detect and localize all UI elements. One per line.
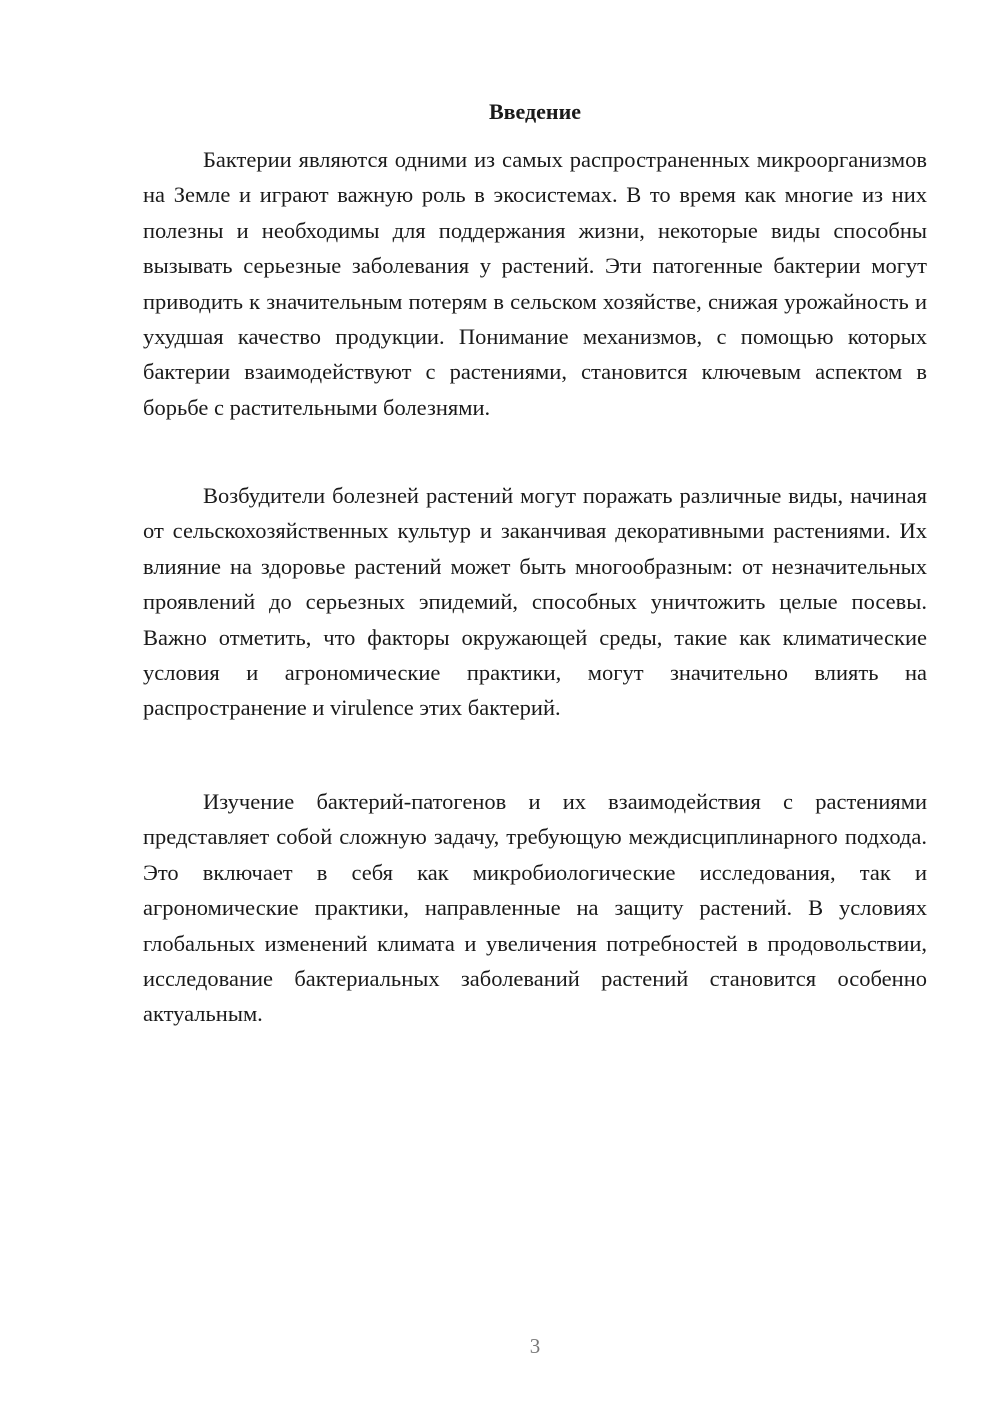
page-number: 3 [529, 1334, 541, 1358]
paragraph-2: Возбудители болезней растений могут поражать различные виды, начиная от сельскохозяйственных культур и заканчивая декоративными растениями. Их влияние на здоровье растений может быть многообразным: от незначительных проявлений до серьезных эпидемий, способных уничтожить целые посевы. Важно отметить, что факторы окружающей среды, такие как климатические условия и агрономические практики, могут значительно влиять на распространение и virulence этих бактерий. [143, 483, 927, 721]
paragraph-3: Изучение бактерий-патогенов и их взаимодействия с растениями представляет собой сложную задачу, требующую междисциплинарного подхода. Это включает в себя как микробиологические исследования, так и агрономические практики, направленные на защиту растений. В условиях глобальных изменений климата и увеличения потребностей в продовольствии, исследование бактериальных заболеваний растений становится особенно актуальным. [143, 789, 927, 1027]
paragraph-1: Бактерии являются одними из самых распространенных микроорганизмов на Земле и играют важную роль в экосистемах. В то время как многие из них полезны и необходимы для поддержания жизни, некоторые виды способны вызывать серьезные заболевания у растений. Эти патогенные бактерии могут приводить к значительным потерям в сельском хозяйстве, снижая урожайность и ухудшая качество продукции. Понимание механизмов, с помощью которых бактерии взаимодействуют с растениями, становится ключевым аспектом в борьбе с растительными болезнями. [143, 147, 927, 420]
page-title: Введение [488, 99, 582, 124]
